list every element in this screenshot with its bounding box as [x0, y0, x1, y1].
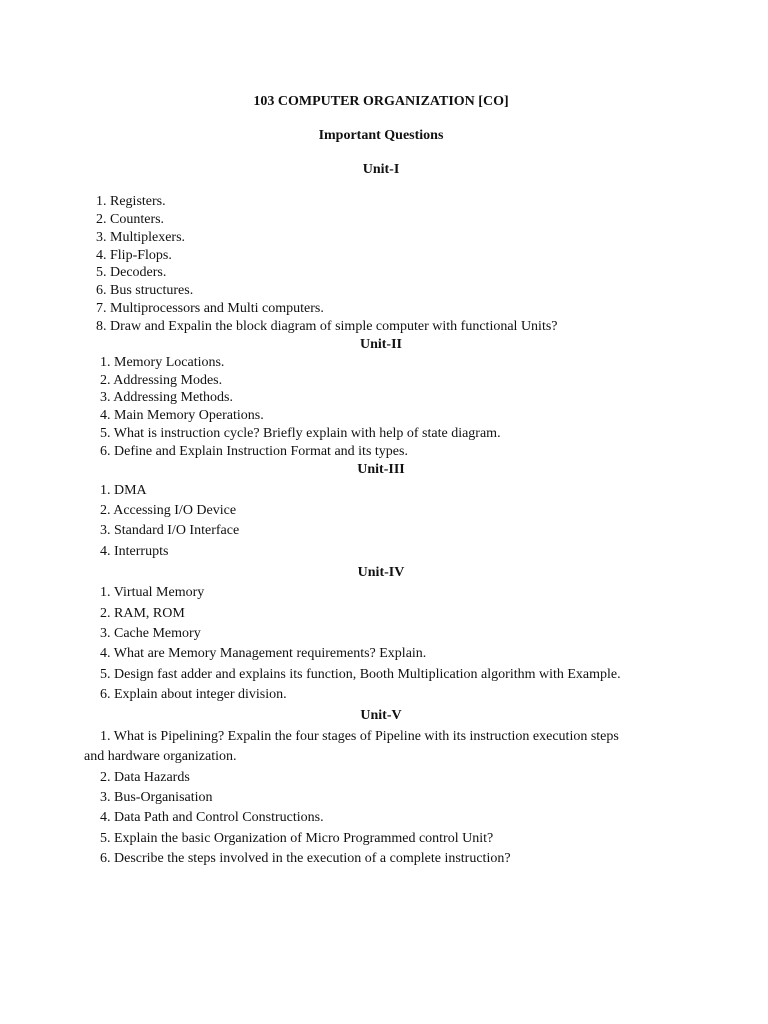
document-subtitle: Important Questions [318, 128, 444, 143]
document-title: 103 COMPUTER ORGANIZATION [CO] [253, 94, 509, 109]
unit-3-item: 3. Standard I/O Interface [100, 523, 240, 538]
unit-2-heading: Unit-II [359, 337, 402, 352]
unit-5-item: 5. Explain the basic Organization of Micro Programmed control Unit? [100, 831, 494, 846]
unit-3-item: 4. Interrupts [100, 544, 169, 559]
unit-1-item: 1. Registers. [96, 194, 166, 209]
unit-4-item: 1. Virtual Memory [100, 585, 205, 600]
unit-5-item: 4. Data Path and Control Constructions. [100, 810, 324, 825]
unit-5-item: 6. Describe the steps involved in the execution of a complete instruction? [100, 851, 511, 866]
unit-3-heading: Unit-III [357, 462, 405, 477]
unit-2-item: 5. What is instruction cycle? Briefly explain with help of state diagram. [100, 426, 501, 441]
unit-1-heading: Unit-I [362, 162, 400, 177]
unit-5-item-continuation: and hardware organization. [84, 749, 237, 764]
unit-2-item: 1. Memory Locations. [100, 355, 225, 370]
unit-2-item: 6. Define and Explain Instruction Format and its types. [100, 444, 408, 459]
unit-4-item: 5. Design fast adder and explains its function, Booth Multiplication algorithm with Example. [100, 667, 621, 682]
unit-1-item: 2. Counters. [96, 212, 165, 227]
unit-1-item: 6. Bus structures. [96, 283, 194, 298]
unit-3-item: 1. DMA [100, 483, 147, 498]
unit-1-item: 5. Decoders. [96, 265, 167, 280]
unit-4-item: 4. What are Memory Management requirements? Explain. [100, 646, 427, 661]
unit-1-item: 3. Multiplexers. [96, 230, 186, 245]
unit-5-item: 3. Bus-Organisation [100, 790, 213, 805]
unit-4-item: 6. Explain about integer division. [100, 687, 287, 702]
unit-2-item: 2. Addressing Modes. [100, 373, 223, 388]
unit-1-item: 4. Flip-Flops. [96, 248, 172, 263]
unit-5-heading: Unit-V [360, 708, 402, 723]
unit-2-item: 4. Main Memory Operations. [100, 408, 264, 423]
unit-4-item: 2. RAM, ROM [100, 606, 185, 621]
unit-5-item: 1. What is Pipelining? Expalin the four stages of Pipeline with its instruction execution steps [100, 729, 619, 744]
unit-3-item: 2. Accessing I/O Device [100, 503, 237, 518]
unit-1-item: 8. Draw and Expalin the block diagram of simple computer with functional Units? [96, 319, 558, 334]
unit-1-item: 7. Multiprocessors and Multi computers. [96, 301, 324, 316]
unit-4-heading: Unit-IV [357, 565, 405, 580]
unit-5-item: 2. Data Hazards [100, 770, 190, 785]
unit-2-item: 3. Addressing Methods. [100, 390, 233, 405]
unit-4-item: 3. Cache Memory [100, 626, 201, 641]
